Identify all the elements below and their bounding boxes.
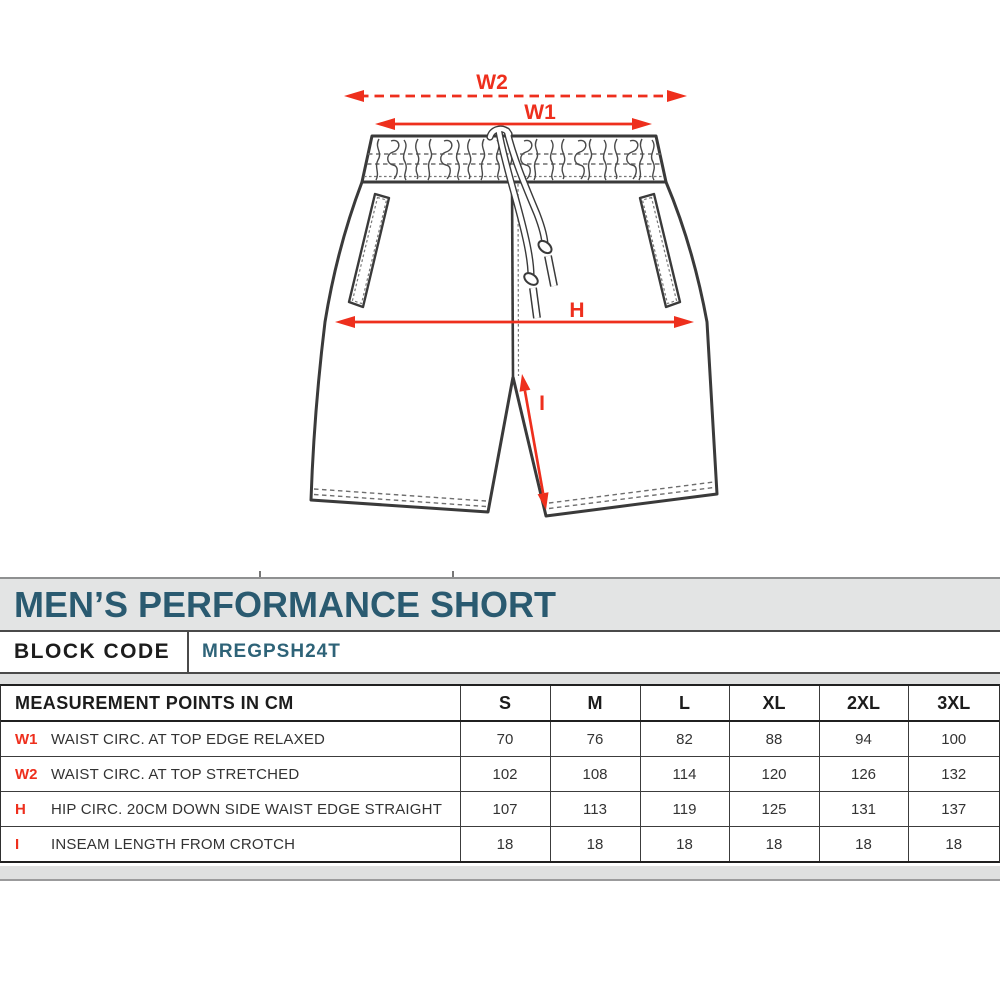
size-column-header: S	[460, 686, 550, 720]
measure-code: I	[15, 835, 20, 853]
center-front-seam	[512, 183, 513, 376]
measure-value: 107	[492, 800, 518, 818]
measure-value: 120	[761, 765, 787, 783]
measure-name: WAIST CIRC. AT TOP STRETCHED	[51, 765, 300, 783]
measure-value: 132	[941, 765, 967, 783]
measure-value: 119	[672, 800, 697, 818]
size-column-header: M	[550, 686, 640, 720]
header-label-cell	[1, 686, 460, 720]
measure-code: W2	[15, 765, 38, 783]
block-code-value: MREGPSH24T	[202, 641, 341, 662]
size-column-header: 2XL	[819, 686, 908, 720]
measure-name: WAIST CIRC. AT TOP EDGE RELAXED	[51, 730, 326, 748]
divider-line	[187, 632, 189, 672]
measure-code: W1	[15, 730, 38, 748]
measure-value: 137	[941, 800, 967, 818]
measure-value: 94	[855, 730, 872, 748]
size-column-header: 3XL	[908, 686, 1000, 720]
table-row	[1, 791, 999, 826]
measure-value: 102	[492, 765, 518, 783]
measure-value: 18	[586, 835, 604, 853]
measure-value: 18	[676, 835, 693, 853]
title-banner	[0, 579, 1000, 630]
measure-name: INSEAM LENGTH FROM CROTCH	[51, 835, 296, 853]
size-column-header: L	[640, 686, 729, 720]
measure-value: 108	[582, 765, 608, 783]
measure-value: 131	[850, 800, 877, 818]
table-row	[1, 756, 999, 791]
i-label: I	[539, 392, 545, 415]
measure-value: 18	[855, 835, 872, 853]
measure-value: 82	[676, 730, 693, 748]
measure-name: HIP CIRC. 20CM DOWN SIDE WAIST EDGE STRAIGHT	[51, 800, 443, 818]
w1-label: W1	[524, 101, 556, 124]
measure-value: 100	[941, 730, 967, 748]
measure-value: 114	[672, 765, 697, 783]
measure-value: 70	[496, 730, 514, 748]
measurement-table	[0, 684, 1000, 863]
size-column-header: XL	[729, 686, 819, 720]
measure-value: 18	[765, 835, 783, 853]
measure-value: 126	[850, 765, 877, 783]
measure-code: H	[15, 800, 26, 818]
measure-value: 18	[496, 835, 514, 853]
gray-strip	[0, 866, 1000, 881]
h-label: H	[569, 299, 585, 322]
measure-value: 18	[945, 835, 963, 853]
measure-value: 125	[761, 800, 787, 818]
block-code-label: BLOCK CODE	[14, 640, 171, 663]
w1-measure-arrow	[375, 101, 652, 130]
tick-mark	[259, 571, 261, 577]
w2-measure-arrow	[344, 71, 687, 102]
tick-mark	[452, 571, 454, 577]
table-header-row	[1, 686, 999, 722]
measure-value: 113	[583, 800, 607, 818]
table-row	[1, 826, 999, 861]
measure-value: 76	[586, 730, 604, 748]
w2-label: W2	[476, 71, 508, 94]
table-row	[1, 722, 999, 756]
gray-strip	[0, 674, 1000, 684]
measurement-points-heading: MEASUREMENT POINTS IN CM	[15, 692, 294, 713]
measure-value: 88	[765, 730, 783, 748]
page-title: MEN’S PERFORMANCE SHORT	[14, 583, 557, 625]
